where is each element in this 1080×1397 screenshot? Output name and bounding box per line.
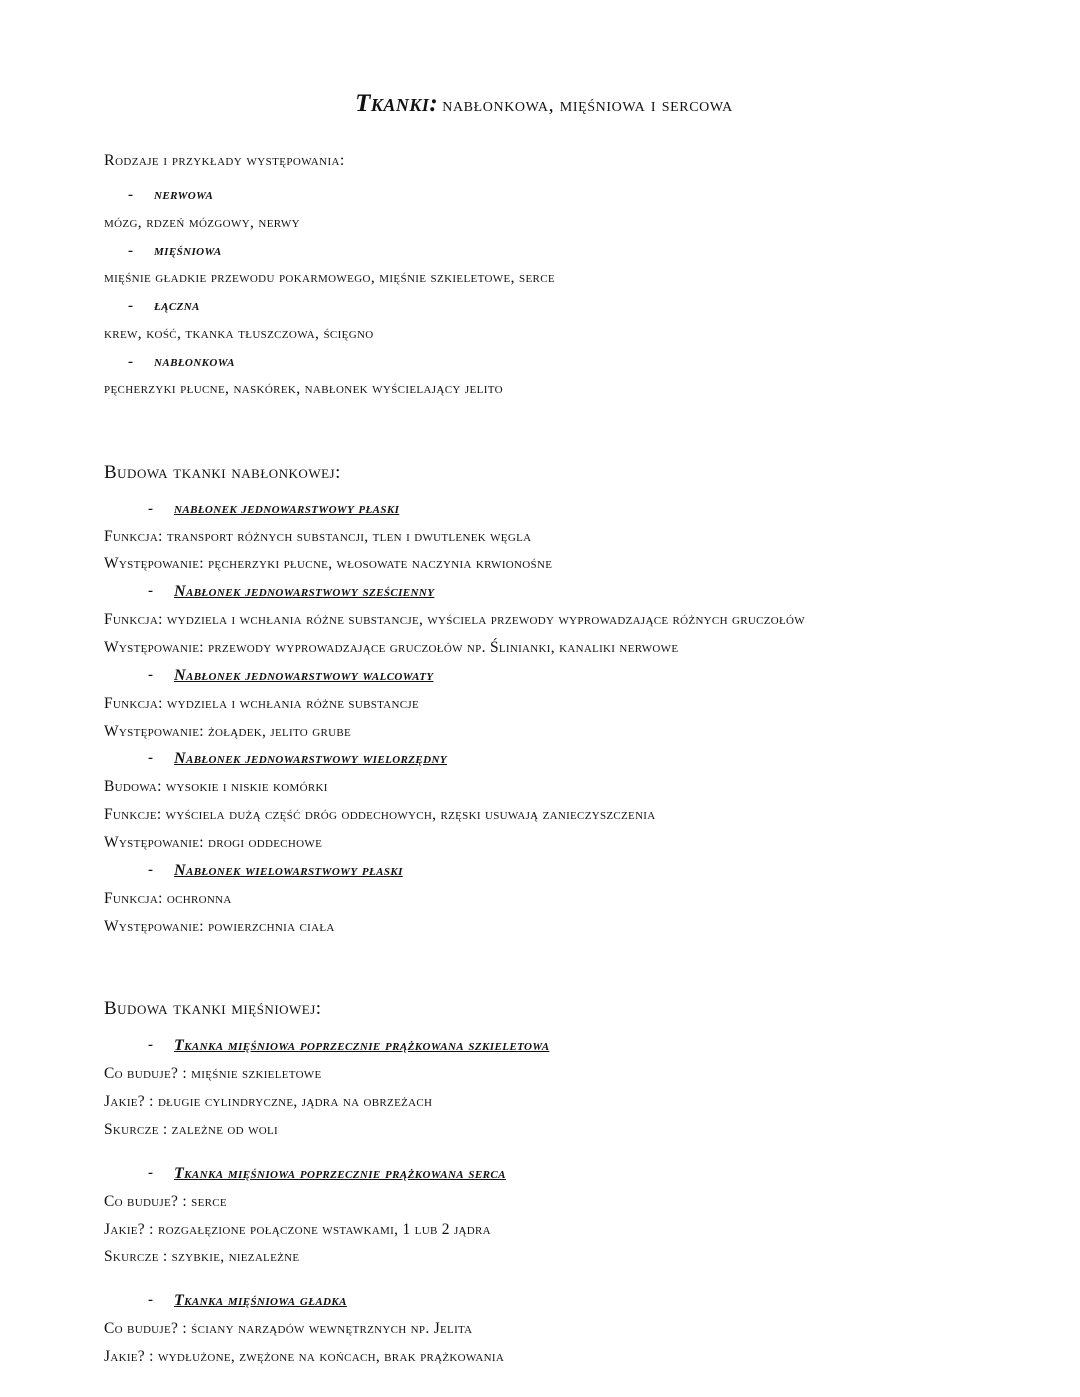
muscle-item-1 — [104, 1034, 984, 1142]
epithelial-item-5 — [104, 859, 984, 940]
bullet-dash-icon: - — [148, 666, 153, 683]
tissue-type-label: mięśniowa — [154, 242, 222, 259]
tissue-type-label: nabłonkowa — [154, 353, 235, 370]
bullet-row — [104, 747, 984, 771]
epithelium-detail: Budowa: wysokie i niskie komórki — [104, 778, 328, 796]
epithelium-detail: Funkcja: wydziela i wchłania różne substancje — [104, 694, 420, 712]
epithelium-label: Nabłonek jednowarstwowy sześcienny — [174, 583, 435, 601]
tissue-type-label: łączna — [154, 298, 200, 315]
bullet-row — [104, 1162, 984, 1186]
bullet-dash-icon: - — [128, 242, 133, 259]
bullet-dash-icon: - — [148, 583, 153, 600]
muscle-detail: Jakie? : wydłużone, zwężone na końcach, brak prążkowania — [104, 1347, 505, 1365]
bullet-row — [104, 580, 984, 604]
bullet-dash-icon: - — [148, 1164, 153, 1181]
bullet-dash-icon: - — [128, 353, 133, 370]
bullet-dash-icon: - — [148, 1292, 153, 1309]
bullet-row — [104, 240, 984, 263]
title-rest: nabłonkowa, mięśniowa i sercowa — [442, 94, 733, 116]
intro-item-miesniowa — [104, 240, 984, 291]
epithelium-detail: Funkcje: wyściela dużą część dróg oddechowych, rzęski usuwają zanieczyszczenia — [104, 806, 656, 824]
epithelium-label: Nabłonek jednowarstwowy walcowaty — [174, 666, 434, 684]
muscle-label: Tkanka mięśniowa poprzecznie prążkowana serca — [174, 1164, 506, 1182]
epithelial-heading: Budowa tkanki nabłonkowej: — [104, 462, 341, 484]
muscle-detail: Skurcze : zależne od woli — [104, 1120, 279, 1138]
section-gap — [104, 942, 984, 998]
bullet-dash-icon: - — [148, 1037, 153, 1054]
epithelium-detail: Funkcja: ochronna — [104, 889, 232, 907]
muscle-heading: Budowa tkanki mięśniowej: — [104, 998, 322, 1020]
muscle-detail: Skurcze : szybkie, niezależne — [104, 1248, 300, 1266]
epithelial-item-1 — [104, 498, 984, 577]
bullet-row — [104, 498, 984, 521]
intro-item-laczna — [104, 295, 984, 346]
muscle-item-3 — [104, 1289, 984, 1370]
bullet-dash-icon: - — [148, 861, 153, 878]
muscle-label: Tkanka mięśniowa poprzecznie prążkowana szkieletowa — [174, 1037, 550, 1055]
bullet-dash-icon: - — [148, 750, 153, 767]
epithelium-detail: Funkcja: transport różnych substancji, tlen i dwutlenek węgla — [104, 527, 532, 545]
muscle-label: Tkanka mięśniowa gładka — [174, 1292, 347, 1310]
epithelium-label: Nabłonek jednowarstwowy wielorzędny — [174, 750, 447, 768]
epithelium-detail: Funkcja: wydziela i wchłania różne substancje, wyściela przewody wyprowadzające różnych gruczołów — [104, 611, 805, 629]
epithelium-detail: Występowanie: pęcherzyki płucne, włosowate naczynia krwionośne — [104, 555, 553, 573]
muscle-detail: Jakie? : rozgałęzione połączone wstawkami, 1 lub 2 jądra — [104, 1220, 491, 1238]
muscle-detail: Jakie? : długie cylindryczne, jądra na obrzeżach — [104, 1093, 433, 1111]
epithelial-item-2 — [104, 580, 984, 661]
bullet-dash-icon: - — [128, 187, 133, 203]
page-title — [104, 90, 984, 118]
epithelial-item-4 — [104, 747, 984, 855]
epithelial-item-3 — [104, 664, 984, 745]
bullet-row — [104, 1034, 984, 1058]
intro-heading: Rodzaje i przykłady występowania: — [104, 152, 345, 169]
muscle-detail: Co buduje? : serce — [104, 1192, 227, 1210]
bullet-row — [104, 859, 984, 883]
intro-item-nerwowa — [104, 184, 984, 235]
tissue-examples: pęcherzyki płucne, naskórek, nabłonek wyścielający jelito — [104, 380, 503, 398]
intro-item-nablonkowa — [104, 351, 984, 402]
muscle-detail: Co buduje? : ściany narządów wewnętrznych np. Jelita — [104, 1320, 473, 1338]
bullet-dash-icon: - — [148, 501, 153, 518]
epithelium-detail: Występowanie: żołądek, jelito grube — [104, 722, 351, 740]
bullet-row — [104, 351, 984, 374]
item-gap — [104, 1146, 984, 1162]
epithelium-detail: Występowanie: przewody wyprowadzające gruczołów np. Ślinianki, kanaliki nerwowe — [104, 638, 679, 656]
epithelium-label: Nabłonek wielowarstwowy płaski — [174, 861, 403, 879]
item-gap — [104, 1273, 984, 1289]
bullet-row — [104, 664, 984, 688]
muscle-detail: Co buduje? : mięśnie szkieletowe — [104, 1065, 322, 1083]
section-gap — [104, 406, 984, 462]
title-emphasis: Tkanki: — [355, 90, 439, 117]
muscle-item-2 — [104, 1162, 984, 1270]
bullet-dash-icon: - — [128, 298, 133, 315]
bullet-row — [104, 295, 984, 318]
epithelium-detail: Występowanie: powierzchnia ciała — [104, 917, 335, 935]
tissue-examples: mózg, rdzeń mózgowy, nerwy — [104, 213, 300, 231]
tissue-type-label: nerwowa — [154, 187, 214, 203]
tissue-examples: krew, kość, tkanka tłuszczowa, ścięgno — [104, 324, 374, 342]
epithelium-detail: Występowanie: drogi oddechowe — [104, 833, 323, 851]
tissue-examples: mięśnie gładkie przewodu pokarmowego, mięśnie szkieletowe, serce — [104, 269, 555, 287]
bullet-row — [104, 1289, 984, 1313]
epithelium-label: nabłonek jednowarstwowy płaski — [174, 501, 400, 518]
bullet-row — [104, 184, 984, 207]
